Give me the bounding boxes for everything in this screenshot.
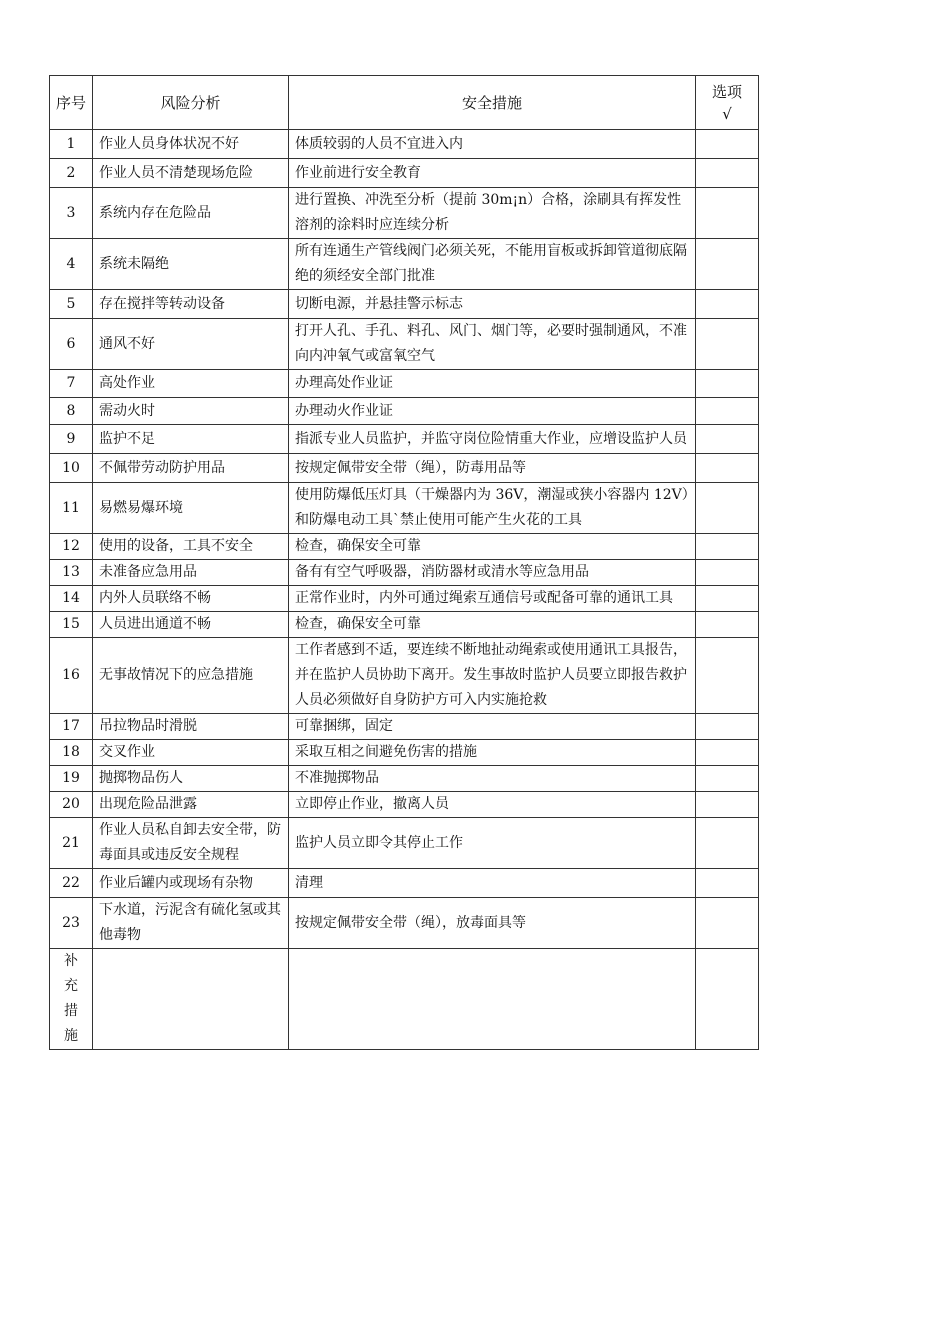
table-row — [50, 188, 759, 239]
row-no: 13 — [50, 560, 93, 586]
row-option-cell[interactable] — [696, 586, 759, 612]
row-no: 9 — [50, 425, 93, 454]
row-no: 11 — [50, 483, 93, 534]
row-risk: 作业人员不清楚现场危险 — [93, 159, 289, 188]
table-row — [50, 370, 759, 398]
row-measure: 按规定佩带安全带（绳），防毒用品等 — [289, 454, 696, 483]
table-row — [50, 454, 759, 483]
row-no: 18 — [50, 740, 93, 766]
supplement-risk-cell[interactable] — [93, 949, 289, 1050]
row-risk: 作业人员私自卸去安全带，防毒面具或违反安全规程 — [93, 818, 289, 869]
row-risk: 作业人员身体状况不好 — [93, 130, 289, 159]
row-no: 6 — [50, 319, 93, 370]
row-no: 16 — [50, 638, 93, 714]
row-risk: 监护不足 — [93, 425, 289, 454]
row-measure: 进行置换、冲洗至分析（提前 30m¡n）合格，涂刷具有挥发性溶剂的涂料时应连续分析 — [289, 188, 696, 239]
table-row — [50, 638, 759, 714]
check-mark: √ — [722, 104, 732, 123]
table-row — [50, 898, 759, 949]
row-risk: 存在搅拌等转动设备 — [93, 290, 289, 319]
row-no: 21 — [50, 818, 93, 869]
row-option-cell[interactable] — [696, 188, 759, 239]
supplement-char: 充 — [64, 978, 78, 994]
table-row — [50, 818, 759, 869]
row-no: 12 — [50, 534, 93, 560]
row-no: 7 — [50, 370, 93, 398]
row-risk: 不佩带劳动防护用品 — [93, 454, 289, 483]
table-row — [50, 483, 759, 534]
row-risk: 抛掷物品伤人 — [93, 766, 289, 792]
row-risk: 需动火时 — [93, 398, 289, 425]
supplement-char: 措 — [64, 1003, 78, 1019]
row-no: 14 — [50, 586, 93, 612]
table-row — [50, 869, 759, 898]
row-risk: 使用的设备，工具不安全 — [93, 534, 289, 560]
row-option-cell[interactable] — [696, 534, 759, 560]
table-row — [50, 740, 759, 766]
table-row — [50, 534, 759, 560]
supplement-measure-cell[interactable] — [289, 949, 696, 1050]
row-option-cell[interactable] — [696, 159, 759, 188]
row-option-cell[interactable] — [696, 638, 759, 714]
row-no: 19 — [50, 766, 93, 792]
table-row — [50, 159, 759, 188]
row-risk: 出现危险品泄露 — [93, 792, 289, 818]
row-risk: 高处作业 — [93, 370, 289, 398]
table-row — [50, 239, 759, 290]
supplement-option-cell[interactable] — [696, 949, 759, 1050]
row-measure: 使用防爆低压灯具（干燥器内为 36V，潮湿或狭小容器内 12V）和防爆电动工具`禁止使用可能产生火花的工具 — [289, 483, 696, 534]
table-row — [50, 792, 759, 818]
table-row — [50, 612, 759, 638]
row-measure: 检查，确保安全可靠 — [289, 612, 696, 638]
table-row — [50, 560, 759, 586]
row-measure: 打开人孔、手孔、料孔、风门、烟门等，必要时强制通风，不准向内冲氧气或富氧空气 — [289, 319, 696, 370]
supplement-row — [50, 949, 759, 1050]
row-option-cell[interactable] — [696, 898, 759, 949]
table-body — [50, 130, 759, 949]
table-row — [50, 766, 759, 792]
table-row — [50, 398, 759, 425]
row-option-cell[interactable] — [696, 290, 759, 319]
row-measure: 检查，确保安全可靠 — [289, 534, 696, 560]
row-measure: 清理 — [289, 869, 696, 898]
row-no: 17 — [50, 714, 93, 740]
row-option-cell[interactable] — [696, 612, 759, 638]
row-option-cell[interactable] — [696, 560, 759, 586]
row-measure: 可靠捆绑，固定 — [289, 714, 696, 740]
table-row — [50, 319, 759, 370]
row-measure: 作业前进行安全教育 — [289, 159, 696, 188]
row-measure: 办理高处作业证 — [289, 370, 696, 398]
row-measure: 正常作业时，内外可通过绳索互通信号或配备可靠的通讯工具 — [289, 586, 696, 612]
row-option-cell[interactable] — [696, 740, 759, 766]
supplement-char: 补 — [64, 953, 78, 969]
row-measure: 指派专业人员监护，并监守岗位险情重大作业，应增设监护人员 — [289, 425, 696, 454]
row-risk: 内外人员联络不畅 — [93, 586, 289, 612]
row-no: 8 — [50, 398, 93, 425]
row-measure: 监护人员立即令其停止工作 — [289, 818, 696, 869]
row-measure: 工作者感到不适，要连续不断地扯动绳索或使用通讯工具报告，并在监护人员协助下离开。发生事故时监护人员要立即报告救护人员必须做好自身防护方可入内实施抢救 — [289, 638, 696, 714]
table-row — [50, 714, 759, 740]
row-risk: 无事故情况下的应急措施 — [93, 638, 289, 714]
row-no: 20 — [50, 792, 93, 818]
row-option-cell[interactable] — [696, 319, 759, 370]
row-no: 15 — [50, 612, 93, 638]
row-no: 4 — [50, 239, 93, 290]
row-option-cell[interactable] — [696, 398, 759, 425]
option-label: 选项 — [711, 82, 742, 101]
row-no: 2 — [50, 159, 93, 188]
row-option-cell[interactable] — [696, 454, 759, 483]
row-measure: 按规定佩带安全带（绳），放毒面具等 — [289, 898, 696, 949]
table-row — [50, 425, 759, 454]
row-option-cell[interactable] — [696, 425, 759, 454]
table-row — [50, 586, 759, 612]
row-option-cell[interactable] — [696, 869, 759, 898]
row-measure: 办理动火作业证 — [289, 398, 696, 425]
header-risk: 风险分析 — [93, 76, 289, 130]
row-no: 5 — [50, 290, 93, 319]
row-option-cell[interactable] — [696, 239, 759, 290]
row-risk: 系统内存在危险品 — [93, 188, 289, 239]
supplement-label — [50, 949, 93, 1050]
row-option-cell[interactable] — [696, 818, 759, 869]
row-risk: 未准备应急用品 — [93, 560, 289, 586]
header-measure: 安全措施 — [289, 76, 696, 130]
row-measure: 所有连通生产管线阀门必须关死，不能用盲板或拆卸管道彻底隔绝的须经安全部门批准 — [289, 239, 696, 290]
risk-measures-table — [49, 75, 759, 1050]
row-option-cell[interactable] — [696, 483, 759, 534]
row-no: 1 — [50, 130, 93, 159]
row-option-cell[interactable] — [696, 714, 759, 740]
row-measure: 切断电源，并悬挂警示标志 — [289, 290, 696, 319]
row-measure: 体质较弱的人员不宜进入内 — [289, 130, 696, 159]
row-option-cell[interactable] — [696, 792, 759, 818]
row-measure: 备有有空气呼吸器，消防器材或清水等应急用品 — [289, 560, 696, 586]
row-no: 3 — [50, 188, 93, 239]
row-no: 23 — [50, 898, 93, 949]
row-measure: 立即停止作业，撤离人员 — [289, 792, 696, 818]
row-option-cell[interactable] — [696, 370, 759, 398]
row-option-cell[interactable] — [696, 130, 759, 159]
row-risk: 人员进出通道不畅 — [93, 612, 289, 638]
row-no: 10 — [50, 454, 93, 483]
supplement-char: 施 — [64, 1028, 78, 1044]
row-risk: 吊拉物品时滑脱 — [93, 714, 289, 740]
header-option — [696, 76, 759, 130]
row-risk: 易燃易爆环境 — [93, 483, 289, 534]
row-option-cell[interactable] — [696, 766, 759, 792]
row-measure: 采取互相之间避免伤害的措施 — [289, 740, 696, 766]
header-no: 序号 — [50, 76, 93, 130]
row-no: 22 — [50, 869, 93, 898]
row-risk: 下水道，污泥含有硫化氢或其他毒物 — [93, 898, 289, 949]
row-risk: 作业后罐内或现场有杂物 — [93, 869, 289, 898]
row-measure: 不准抛掷物品 — [289, 766, 696, 792]
header-row — [50, 76, 759, 130]
row-risk: 通风不好 — [93, 319, 289, 370]
row-risk: 系统未隔绝 — [93, 239, 289, 290]
table-row — [50, 130, 759, 159]
table-row — [50, 290, 759, 319]
row-risk: 交叉作业 — [93, 740, 289, 766]
